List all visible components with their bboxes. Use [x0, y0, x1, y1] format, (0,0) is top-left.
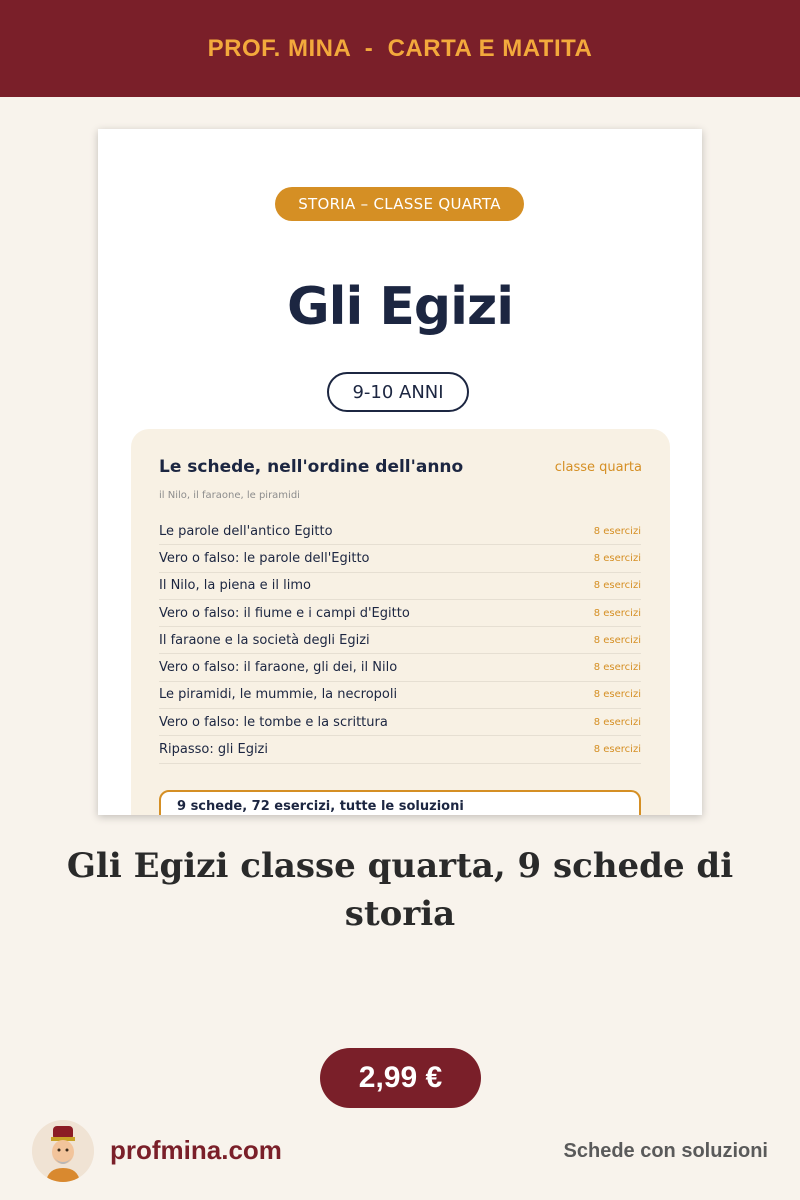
brand-title: PROF. MINA - CARTA E MATITA — [207, 34, 593, 62]
item-name: Il faraone e la società degli Egizi — [159, 632, 370, 648]
product-preview-card[interactable] — [98, 129, 702, 815]
item-name: Le parole dell'antico Egitto — [159, 523, 333, 539]
item-count: 8 esercizi — [593, 525, 641, 537]
panel-subtitle: il Nilo, il faraone, le piramidi — [159, 490, 300, 501]
price-button[interactable]: 2,99 € — [320, 1048, 481, 1108]
teacher-avatar-icon — [32, 1120, 94, 1182]
footer-tagline: Schede con soluzioni — [563, 1140, 768, 1162]
panel-title: Le schede, nell'ordine dell'anno — [159, 457, 464, 477]
age-badge: 9-10 ANNI — [327, 372, 469, 412]
item-name: Il Nilo, la piena e il limo — [159, 578, 311, 594]
class-label: classe quarta — [554, 460, 642, 475]
item-count: 8 esercizi — [593, 634, 641, 646]
subject-badge: STORIA – CLASSE QUARTA — [275, 187, 524, 221]
list-item — [159, 654, 641, 681]
list-item — [159, 518, 641, 545]
item-name: Vero o falso: le parole dell'Egitto — [159, 550, 370, 566]
item-count: 8 esercizi — [593, 552, 641, 564]
item-name: Vero o falso: il faraone, gli dei, il Nilo — [159, 660, 398, 676]
list-item — [159, 682, 641, 709]
list-item — [159, 600, 641, 627]
item-count: 8 esercizi — [593, 689, 641, 701]
item-count: 8 esercizi — [593, 607, 641, 619]
list-item — [159, 736, 641, 763]
item-count: 8 esercizi — [593, 580, 641, 592]
summary-box: 9 schede, 72 esercizi, tutte le soluzioni — [159, 790, 641, 815]
site-link[interactable]: profmina.com — [110, 1135, 282, 1165]
item-name: Vero o falso: il fiume e i campi d'Egitto — [159, 605, 410, 621]
item-name: Le piramidi, le mummie, la necropoli — [159, 687, 398, 703]
list-item — [159, 709, 641, 736]
worksheet-title: Gli Egizi — [286, 277, 514, 337]
item-count: 8 esercizi — [593, 716, 641, 728]
list-item — [159, 627, 641, 654]
item-count: 8 esercizi — [593, 662, 641, 674]
product-headline[interactable]: Gli Egizi classe quarta, 9 schede di storia — [66, 846, 734, 934]
worksheet-list-panel — [131, 429, 670, 815]
list-item — [159, 545, 641, 572]
worksheet-list — [159, 518, 641, 764]
item-count: 8 esercizi — [593, 744, 641, 756]
list-item — [159, 573, 641, 600]
item-name: Vero o falso: le tombe e la scrittura — [159, 714, 388, 730]
item-name: Ripasso: gli Egizi — [159, 742, 268, 758]
top-banner — [0, 0, 800, 97]
